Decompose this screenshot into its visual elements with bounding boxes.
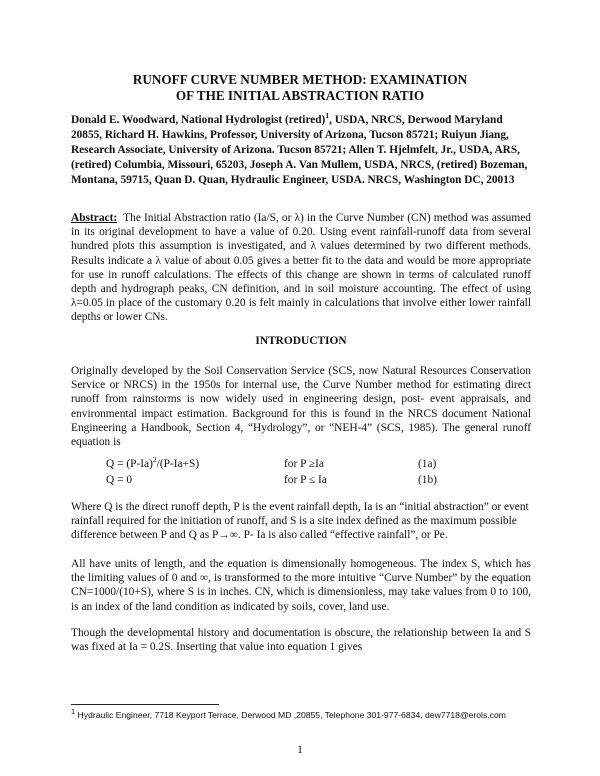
abstract xyxy=(71,211,531,325)
paper-title xyxy=(70,72,530,104)
intro-paragraph-3: All have units of length, and the equation is dimensionally homogeneous. The index S, which has the limiting values of 0 and ∞, is transformed to the more intuitive “Curve Number” by the equation CN=1000/(10+S), where S is in inches. CN, which is dimensionless, may take values from 0 to 100, is an index of the land condition as indicated by soils, cover, land use. xyxy=(71,558,531,613)
author-text-2: , USDA, NRCS, Derwood Maryland 20855, Richard H. Hawkins, Professor, University of Arizona, Tucson 85721; Ruiyun Jiang, Research Associate, University of Arizona. Tucson 85721; Allen T. Hjelmfelt, Jr., USDA, ARS, (retired) Columbia, Missouri, 65203, Joseph A. Van Mullem, USDA, NRCS, (retired) Bozeman, Montana, 59715, Quan D. Quan, Hydraulic Engineer, USDA. NRCS, Washington DC, 20013 xyxy=(71,114,528,186)
equation-1a-condition: for P ≥Ia xyxy=(284,458,324,470)
intro-paragraph-4: Though the developmental history and documentation is obscure, the relationship between Ia and S was fixed at Ia = 0.2S. Inserting that value into equation 1 gives xyxy=(71,627,531,654)
author-text-1: Donald E. Woodward, National Hydrologist (retired) xyxy=(71,114,326,126)
equation-1a-lhs: Q = (P-Ia) xyxy=(106,458,153,470)
title-line-1: RUNOFF CURVE NUMBER METHOD: EXAMINATION xyxy=(132,72,468,87)
equation-1b-number: (1b) xyxy=(418,474,437,486)
section-heading-introduction: INTRODUCTION xyxy=(255,335,347,347)
equation-1a-number: (1a) xyxy=(418,458,437,470)
equation-1a-rhs: /(P-Ia+S) xyxy=(156,458,200,470)
title-line-2: OF THE INITIAL ABSTRACTION RATIO xyxy=(175,88,425,103)
equation-1a xyxy=(106,455,200,470)
intro-paragraph-2: Where Q is the direct runoff depth, P is the event rainfall depth, Ia is an “initial abstraction” or event rainfall required for the initiation of runoff, and S is a site index defined as the maximum possible difference between P and Q as P→∞. P- Ia is also called “effective rainfall”, or Pe. xyxy=(71,501,529,542)
footnote-text: Hydraulic Engineer, 7718 Keyport Terrace, Derwood MD ,20855, Telephone 301-977-6834, dew7718@erols.com xyxy=(75,710,506,720)
footnote-divider xyxy=(71,704,219,705)
footnote xyxy=(71,707,541,720)
equation-1b: Q = 0 xyxy=(106,474,133,486)
abstract-label: Abstract: xyxy=(71,212,118,224)
footnote-marker: 1 xyxy=(71,707,76,717)
author-block xyxy=(71,113,531,188)
abstract-text: The Initial Abstraction ratio (Ia/S, or λ) in the Curve Number (CN) method was assumed in its original development to have a value of 0.20. Using event rainfall-runoff data from several hundred plots this assumption is investigated, and λ values determined by two different methods. Results indicate a λ value of about 0.05 gives a better fit to the data and would be more appropriate for use in runoff calculations. The effects of this change are shown in terms of calculated runoff depth and hydrograph peaks, CN definition, and in soil moisture accounting. The effect of using λ=0.05 in place of the customary 0.20 is felt mainly in calculations that involve either lower rainfall depths or lower CNs. xyxy=(71,212,531,324)
author-footnote-marker: 1 xyxy=(325,111,330,121)
page-number: 1 xyxy=(297,744,303,756)
equation-1b-condition: for P ≤ Ia xyxy=(284,474,327,486)
equation-1a-exponent: 2 xyxy=(152,455,157,465)
intro-paragraph-1: Originally developed by the Soil Conservation Service (SCS, now Natural Resources Conservation Service or NRCS) in the 1950s for internal use, the Curve Number method for estimating direct runoff from rainstorms is now widely used in engineering design, post- event appraisals, and environmental impact estimation. Background for this is found in the NRCS document National Engineering a Handbook, Section 4, “Hydrology”, or “NEH-4” (SCS, 1985). The general runoff equation is xyxy=(71,365,531,449)
